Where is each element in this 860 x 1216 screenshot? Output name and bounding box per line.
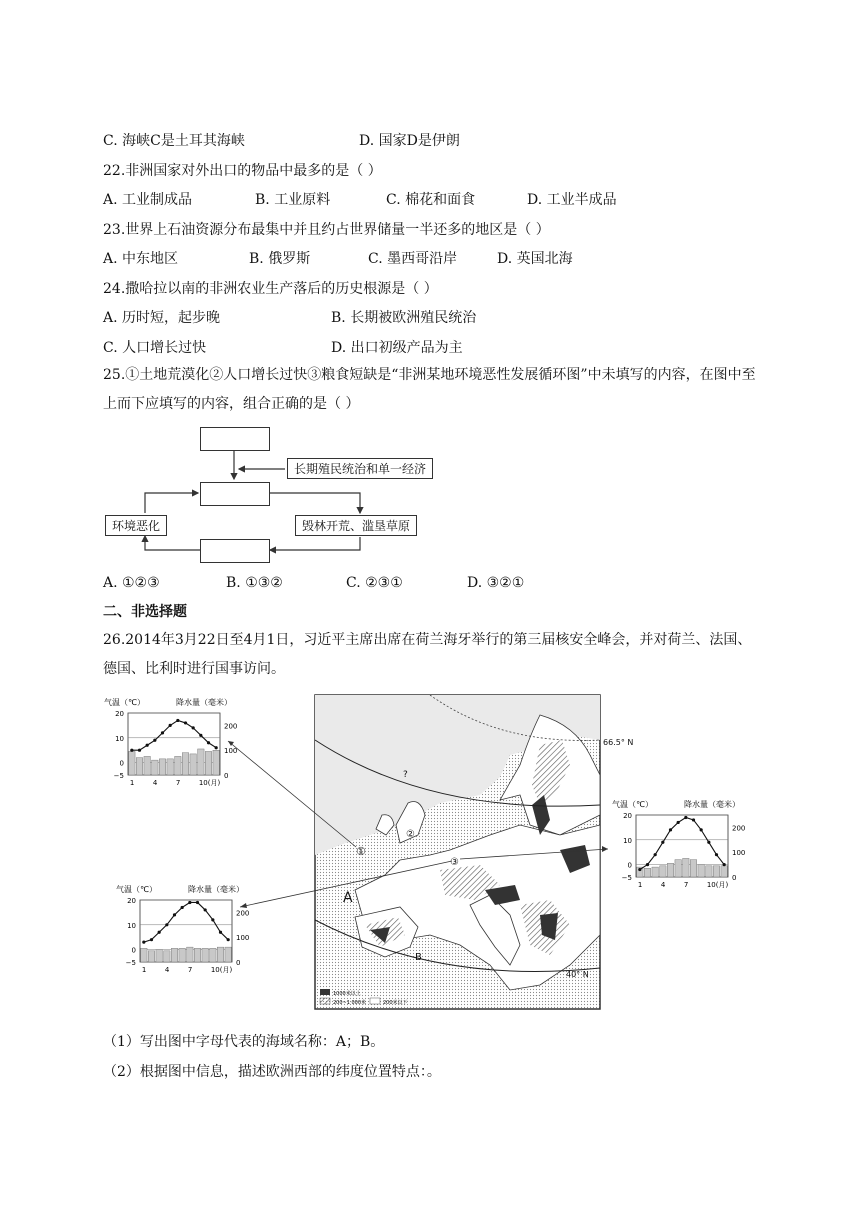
temp-point: [181, 906, 184, 909]
map-mark-3: ③: [450, 857, 459, 868]
q25-option-b: B. ①③②: [226, 575, 283, 591]
precip-bar: [167, 759, 173, 775]
precip-bar: [225, 947, 231, 962]
month-tick-label: 7: [175, 779, 181, 787]
cycle-box-top: [200, 427, 270, 451]
precip-bar: [213, 750, 219, 775]
legend-high: 1000米以上: [333, 991, 361, 997]
precip-bar: [217, 947, 223, 962]
temp-tick-label: 0: [131, 946, 136, 955]
precip-tick-label: 0: [732, 874, 737, 882]
q21-option-c: C. 海峡C是土耳其海峡: [103, 133, 245, 149]
temp-point: [176, 719, 179, 722]
temp-point: [715, 853, 718, 856]
precip-bar: [144, 756, 150, 775]
temp-point: [165, 923, 168, 926]
q24-option-d: D. 出口初级产品为主: [331, 340, 463, 356]
temp-tick-label: 0: [627, 861, 632, 870]
q25-cycle-diagram: [103, 425, 463, 565]
temp-point: [661, 841, 664, 844]
precip-bar: [698, 865, 704, 877]
temp-point: [219, 931, 222, 934]
precip-bar: [148, 951, 154, 962]
temp-point: [173, 913, 176, 916]
precip-bar: [210, 948, 216, 962]
precip-tick-label: 100: [236, 934, 250, 943]
temp-tick-label: 20: [127, 897, 136, 905]
precip-bar: [205, 751, 211, 775]
temp-axis-label: 气温（℃）: [104, 698, 145, 707]
temp-point: [150, 938, 153, 941]
legend-low: 200米以下: [383, 1000, 408, 1006]
temp-point: [142, 941, 145, 944]
precip-axis-label: 降水量（毫米）: [188, 885, 244, 894]
precip-bar: [690, 860, 696, 877]
temp-point: [188, 901, 191, 904]
precip-bar: [190, 754, 196, 775]
temp-point: [161, 731, 164, 734]
label-lat-66: 66.5° N: [603, 738, 634, 747]
q24-option-b: B. 长期被欧洲殖民统治: [331, 310, 477, 326]
precip-bar: [194, 948, 200, 962]
temp-tick-label: 0: [119, 759, 124, 768]
q22-option-c: C. 棉花和面食: [386, 192, 476, 208]
temp-point: [192, 726, 195, 729]
temp-point: [169, 724, 172, 727]
label-colonial-economy: 长期殖民统治和单一经济: [287, 458, 433, 479]
q21-option-d: D. 国家D是伊朗: [359, 133, 460, 149]
map-mark-B: B: [415, 952, 422, 963]
precip-bar: [660, 866, 666, 877]
temp-tick-label: −5: [621, 874, 632, 882]
europe-map: [315, 695, 633, 1009]
q24-options-cd: [103, 338, 463, 358]
precip-bar: [675, 860, 681, 877]
map-mark-A: A: [343, 890, 353, 906]
temp-tick-label: 10: [127, 921, 136, 930]
precip-bar: [713, 866, 719, 877]
q22-options: [103, 190, 617, 210]
precip-tick-label: 100: [732, 849, 746, 858]
q22-option-a: A. 工业制成品: [103, 192, 193, 208]
month-tick-label: 4: [152, 779, 158, 787]
month-tick-label: 7: [187, 966, 193, 974]
q22-stem: 22.非洲国家对外出口的物品中最多的是（ ）: [103, 163, 382, 179]
cycle-box-bottom: [200, 539, 270, 563]
label-lat-40: 40° N: [566, 970, 589, 979]
precip-tick-label: 200: [224, 722, 238, 731]
map-mark-2: ②: [406, 829, 415, 840]
precip-bar: [171, 948, 177, 962]
label-deforestation: 毁林开荒、滥垦草原: [295, 515, 417, 536]
q26-sub1: （1）写出图中字母代表的海域名称：A；B。: [103, 1034, 385, 1050]
q25-diagram-connectors: [103, 425, 463, 565]
precip-tick-label: 200: [732, 824, 746, 833]
temp-tick-label: 20: [115, 710, 124, 718]
month-tick-label: 1: [637, 881, 643, 889]
q23-options: [103, 249, 573, 269]
temp-point: [130, 749, 133, 752]
temp-point: [684, 816, 687, 819]
temp-point: [211, 918, 214, 921]
q23-option-a: A. 中东地区: [103, 251, 179, 267]
temp-point: [707, 841, 710, 844]
q25-option-c: C. ②③①: [346, 575, 403, 591]
q24-option-c: C. 人口增长过快: [103, 340, 207, 356]
temp-point: [204, 908, 207, 911]
precip-bar: [644, 868, 650, 877]
q23-option-c: C. 墨西哥沿岸: [368, 251, 458, 267]
q23-option-d: D. 英国北海: [497, 251, 573, 267]
temp-point: [207, 741, 210, 744]
precip-bar: [652, 867, 658, 877]
precip-bar: [159, 759, 165, 775]
cycle-box-middle: [200, 482, 270, 506]
temp-point: [723, 863, 726, 866]
month-tick-label: 10(月): [706, 881, 729, 889]
temp-tick-label: −5: [125, 959, 136, 967]
section-heading: 二、非选择题: [103, 604, 187, 620]
temp-point: [227, 938, 230, 941]
precip-bar: [706, 866, 712, 877]
precip-bar: [182, 753, 188, 775]
q24-options-ab: [103, 308, 476, 328]
precip-bar: [141, 948, 147, 962]
precip-bar: [721, 866, 727, 877]
temp-point: [158, 931, 161, 934]
month-tick-label: 10(月): [210, 966, 233, 974]
precip-tick-label: 100: [224, 747, 238, 756]
temp-point: [196, 901, 199, 904]
q24-option-a: A. 历时短，起步晚: [103, 310, 221, 326]
climate-chart-2: [612, 799, 745, 889]
q24-stem: 24.撒哈拉以南的非洲农业生产落后的历史根源是（ ）: [103, 281, 438, 297]
precip-bar: [667, 863, 673, 877]
q22-option-d: D. 工业半成品: [527, 192, 617, 208]
month-tick-label: 4: [164, 966, 170, 974]
temp-point: [199, 734, 202, 737]
map-mark-question: ?: [403, 770, 408, 780]
map-mark-1: ①: [356, 845, 366, 858]
q26-sub2: （2）根据图中信息，描述欧洲西部的纬度位置特点：。: [103, 1064, 441, 1080]
q25-option-a: A. ①②③: [103, 575, 160, 591]
q25-stem: 25.①土地荒漠化②人口增长过快③粮食短缺是“非洲某地环境恶性发展循环图”中未填写的内容，在图中至上而下应填写的内容，组合正确的是（ ）: [103, 367, 756, 412]
month-tick-label: 7: [683, 881, 689, 889]
temp-point: [184, 721, 187, 724]
temp-point: [677, 821, 680, 824]
q22-option-b: B. 工业原料: [255, 192, 331, 208]
temp-point: [146, 744, 149, 747]
climate-chart-3: [116, 884, 249, 974]
precip-bar: [683, 858, 689, 877]
temp-tick-label: 10: [115, 734, 124, 743]
precip-bar: [136, 758, 142, 775]
precip-tick-label: 200: [236, 909, 250, 918]
precip-tick-label: 0: [224, 772, 229, 780]
q25-options: [103, 573, 524, 593]
temp-tick-label: −5: [113, 772, 124, 780]
precip-axis-label: 降水量（毫米）: [684, 800, 740, 809]
label-environment: 环境恶化: [105, 515, 167, 536]
temp-point: [638, 868, 641, 871]
temp-tick-label: 10: [623, 836, 632, 845]
climate-chart-1: [104, 697, 237, 787]
precip-bar: [202, 948, 208, 962]
precip-tick-label: 0: [236, 959, 241, 967]
temp-point: [669, 828, 672, 831]
temp-point: [654, 853, 657, 856]
temp-axis-label: 气温（℃）: [612, 800, 653, 809]
temp-point: [138, 749, 141, 752]
temp-point: [153, 739, 156, 742]
temp-point: [646, 863, 649, 866]
precip-bar: [156, 950, 162, 962]
precip-bar: [175, 756, 181, 775]
q26-stem: 26.2014年3月22日至4月1日，习近平主席出席在荷兰海牙举行的第三届核安全峰会，并对荷兰、法国、德国、比利时进行国事访问。: [103, 632, 752, 677]
q25-option-d: D. ③②①: [467, 575, 525, 591]
month-tick-label: 4: [660, 881, 666, 889]
precip-bar: [152, 760, 158, 775]
precip-axis-label: 降水量（毫米）: [176, 698, 232, 707]
europe-figure: [100, 685, 780, 1025]
month-tick-label: 1: [129, 779, 135, 787]
legend-mid: 200~1 000米: [333, 1000, 367, 1006]
month-tick-label: 1: [141, 966, 147, 974]
temp-point: [700, 828, 703, 831]
q23-stem: 23.世界上石油资源分布最集中并且约占世界储量一半还多的地区是（ ）: [103, 222, 550, 238]
q21-options-cd: [103, 131, 460, 151]
temp-axis-label: 气温（℃）: [116, 885, 157, 894]
temp-tick-label: 20: [623, 812, 632, 820]
q23-option-b: B. 俄罗斯: [249, 251, 311, 267]
precip-bar: [164, 951, 170, 962]
temp-point: [692, 818, 695, 821]
temp-point: [215, 746, 218, 749]
month-tick-label: 10(月): [198, 779, 221, 787]
precip-bar: [187, 947, 193, 962]
precip-bar: [129, 751, 135, 775]
precip-bar: [179, 948, 185, 962]
precip-bar: [198, 749, 204, 775]
